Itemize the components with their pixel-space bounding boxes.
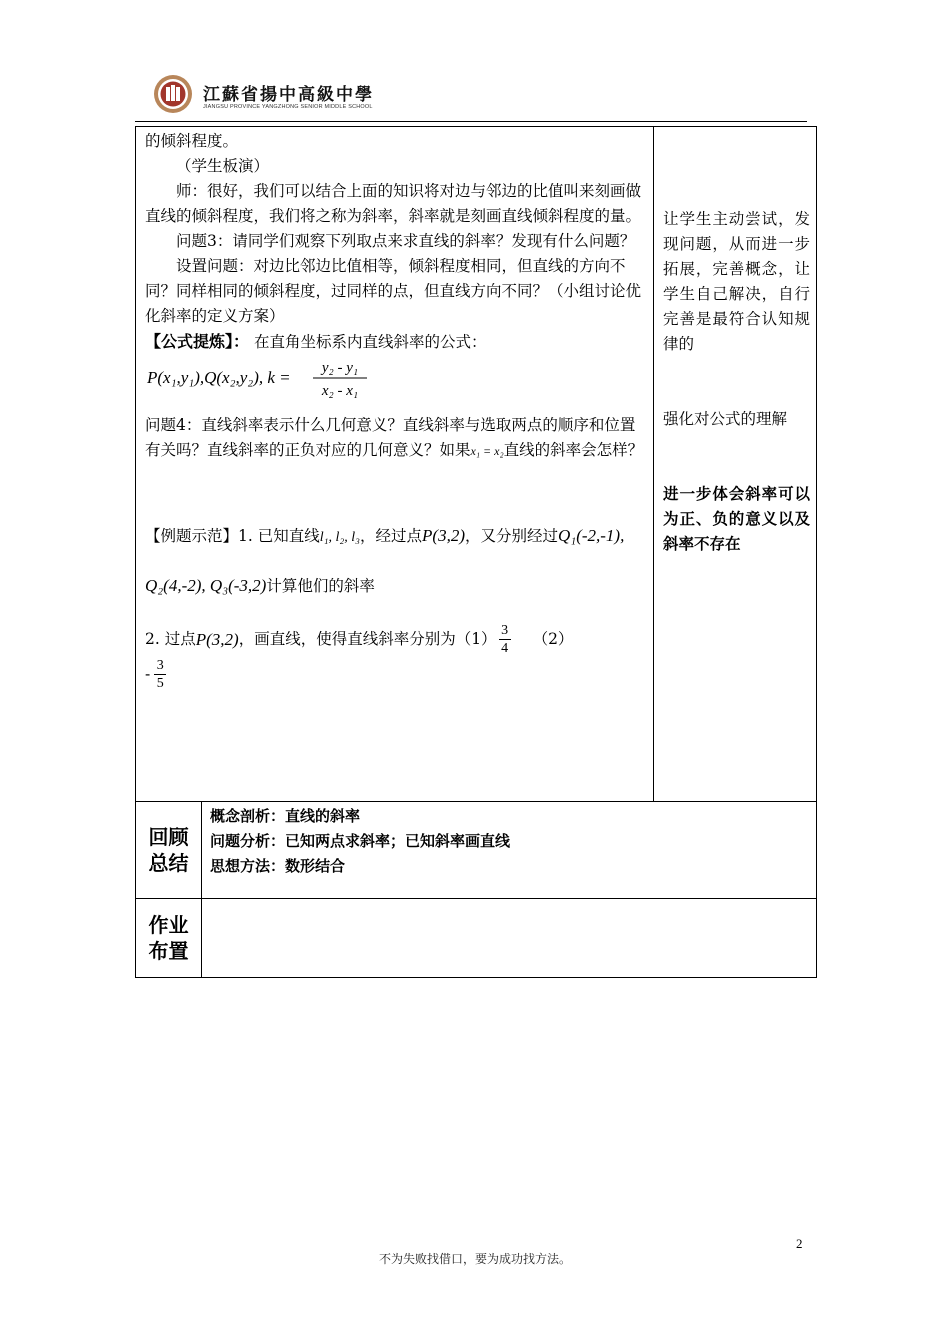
homework-label: 作业布置 <box>136 899 202 978</box>
question-4 <box>145 413 645 464</box>
question-4-text: 问题4：直线斜率表示什么几何意义？直线斜率与选取两点的顺序和位置有关吗？直线斜率的正负对应的几何意义？如果 <box>145 416 636 459</box>
header-rule <box>135 121 807 122</box>
example-1-text: 1. 已知直线 <box>238 527 320 545</box>
intent-3: 进一步体会斜率可以为正、负的意义以及斜率不存在 <box>663 485 811 553</box>
intent-1: 让学生主动尝试，发现问题，从而进一步拓展，完善概念，让学生自己解决，自行完善是最符合认知规律的 <box>663 210 811 353</box>
homework-content <box>202 899 817 978</box>
page-number: 2 <box>796 1236 803 1251</box>
review-content <box>202 802 817 899</box>
school-name-english: JIANGSU PROVINCE YANGZHONG SENIOR MIDDLE SCHOOL <box>203 104 373 110</box>
paragraph: （学生板演） <box>176 157 270 175</box>
review-line-1: 概念剖析：直线的斜率 <box>210 807 361 825</box>
formula-intro: 在直角坐标系内直线斜率的公式： <box>253 333 487 351</box>
review-line-3: 思想方法：数形结合 <box>210 857 346 875</box>
paragraph: 师：很好，我们可以结合上面的知识将对边与邻边的比值叫来刻画做直线的倾斜程度，我们将之称为斜率，斜率就是刻画直线倾斜程度的量。 <box>145 182 642 225</box>
formula-expression: P(x₁,y₁),Q(x₂,y₂), k = <box>147 368 291 387</box>
formula-heading <box>145 329 645 355</box>
formula-denominator: x₂ - x₁ <box>321 383 359 399</box>
slope-formula <box>145 355 645 401</box>
example-1-point: P(3,2) <box>422 526 465 545</box>
page-header <box>135 70 807 122</box>
paragraph: 设置问题：对边比邻边比值相等，倾斜程度相同，但直线的方向不同？同样相同的倾斜程度，过同样的点，但直线方向不同？（小组讨论优化斜率的定义方案） <box>145 257 642 325</box>
lesson-plan-table <box>135 126 817 978</box>
example-1: 【例题示范】1. 已知直线l₁, l₂, l₃，经过点P(3,2)，又分别经过Q₁(-2,-1), Q₂(4,-2), Q₃(-3,2)计算他们的斜率 <box>145 526 625 595</box>
school-seal-icon <box>153 74 193 114</box>
formula-label: 【公式提炼】： <box>145 332 250 351</box>
example-2-part2: - 3 5 <box>145 657 645 692</box>
example-1-lines: l₁, l₂, l₃ <box>319 530 361 545</box>
formula-numerator: y₂ - y₁ <box>321 360 359 376</box>
homework-row <box>136 899 817 978</box>
footer-motto: 不为失败找借口，要为成功找方法。 <box>378 1252 571 1266</box>
paragraph: 的倾斜程度。 <box>145 132 239 150</box>
question-4-math: x₁ = x₂ <box>470 444 504 458</box>
example-1-points: Q₁(-2,-1), Q₂(4,-2), Q₃(-3,2) <box>145 526 625 595</box>
slope-formula-svg <box>145 355 405 401</box>
process-row <box>136 127 817 802</box>
intent-2: 强化对公式的理解 <box>663 410 788 428</box>
review-row <box>136 802 817 899</box>
example-label: 【例题示范】 <box>145 527 239 545</box>
fraction-3-4: 3 4 <box>499 622 511 657</box>
example-2: 2. 过点 P(3,2) ，画直线，使得直线斜率分别为（1） 3 4 （2） <box>145 623 574 656</box>
design-intent-cell <box>654 127 817 802</box>
process-content-cell <box>136 127 654 802</box>
example-2-point: P(3,2) <box>195 630 239 649</box>
review-line-2: 问题分析：已知两点求斜率；已知斜率画直线 <box>210 832 511 850</box>
fraction-3-5: 3 5 <box>154 657 166 692</box>
question-4-tail: 直线的斜率会怎样？ <box>503 441 644 459</box>
review-label: 回顾总结 <box>136 802 202 899</box>
question-3: 问题3：请同学们观察下列取点来求直线的斜率？发现有什么问题？ <box>176 232 636 250</box>
school-name: 江蘇省揚中高級中學 <box>203 85 374 105</box>
